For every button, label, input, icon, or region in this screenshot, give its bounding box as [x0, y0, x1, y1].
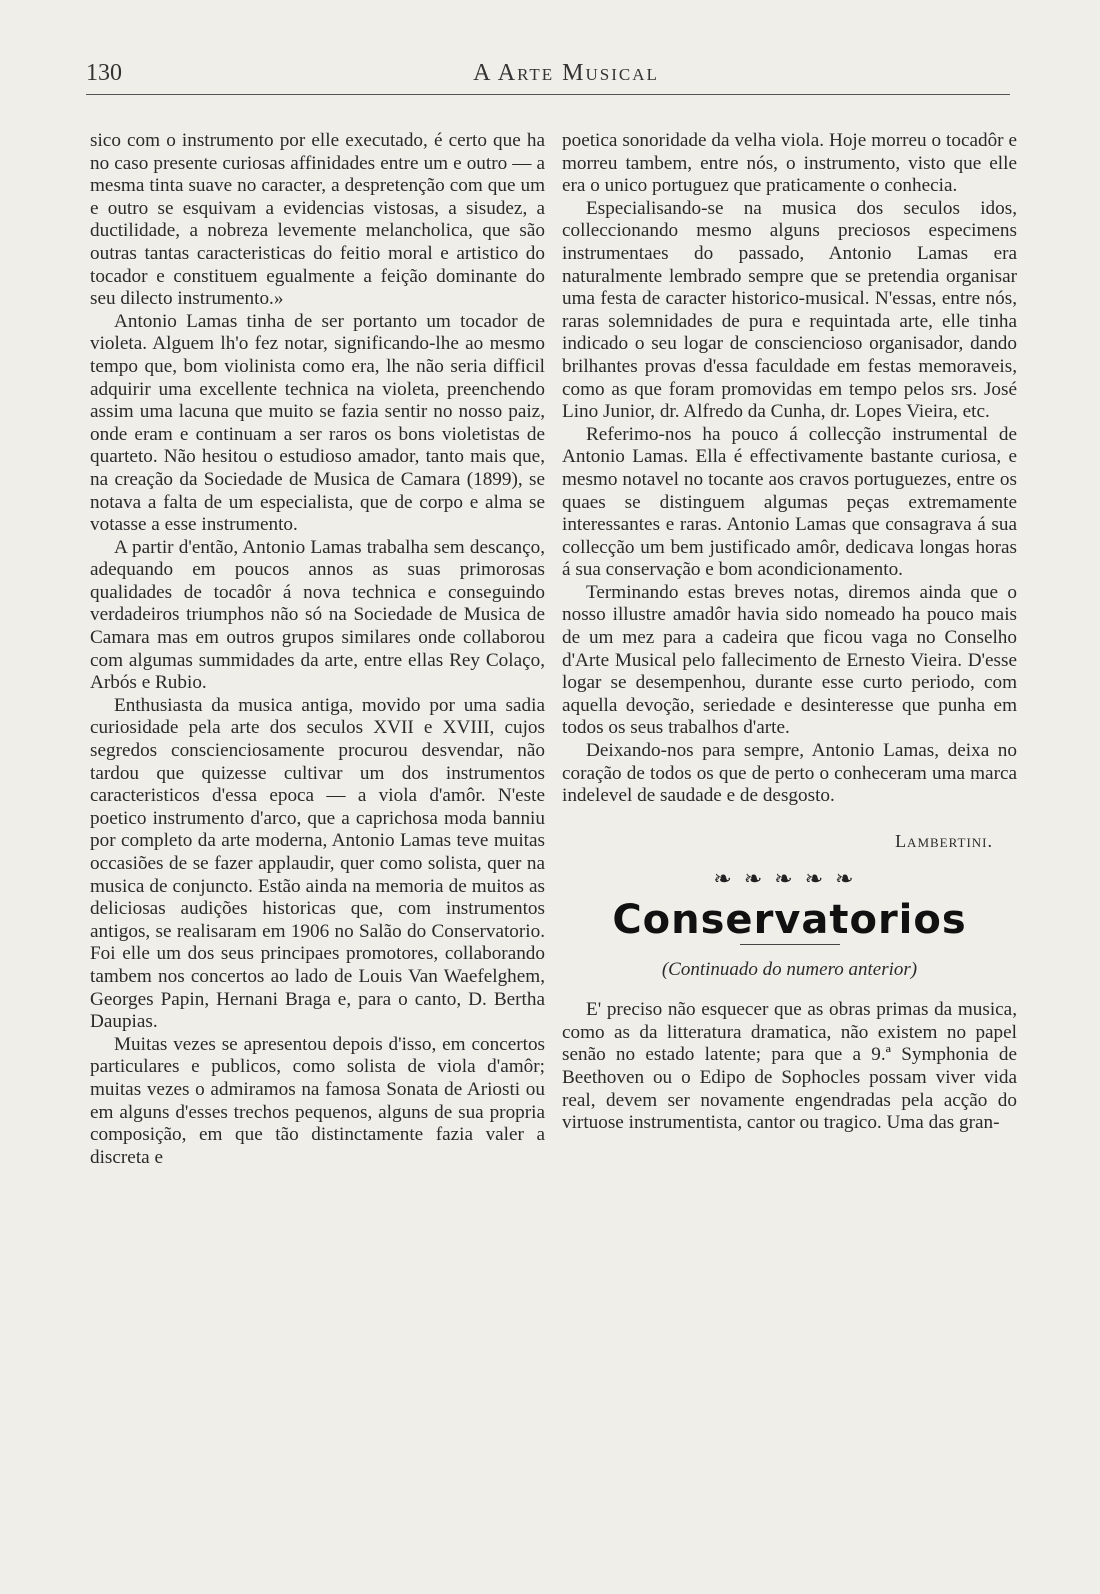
- ornament-divider: ❧❧❧❧❧: [713, 866, 866, 892]
- paragraph: Enthusiasta da musica antiga, movido por uma sadia curiosidade pela arte dos seculos XVII e XVIII, cujos segredos conscienciosamente procurou desvendar, não tardou que quizesse cultivar um dos instrumentos caracteristicos d'essa epoca — a viola d'amôr. N'este poetico instrumento d'arco, que a caprichosa moda banniu por completo da arte moderna, Antonio Lamas teve muitas occasiões de se fazer applaudir, quer como solista, quer na musica de conjuncto. Estão ainda na memoria de muitos as deliciosas audições historicas que, com instrumentos antigos, se realisaram em 1906 no Salão do Conservatorio. Foi elle um dos seus principaes promotores, collaborando tambem nos concertos ao lado de Louis Van Waefelghem, Georges Papin, Hernani Braga e, para o canto, D. Bertha Daupias.: [90, 694, 545, 1033]
- paragraph: Terminando estas breves notas, diremos ainda que o nosso illustre amadôr havia sido nomeado ha pouco mais de um mez para a cadeira que ficou vaga no Conselho d'Arte Musical pelo fallecimento de Ernesto Vieira. D'esse logar se desempenhou, durante esse curto periodo, com aquella devoção, seriedade e desinteresse que punha em todos os seus trabalhos d'arte.: [562, 581, 1017, 739]
- paragraph: Antonio Lamas tinha de ser portanto um tocador de violeta. Alguem lh'o fez notar, significando-lhe ao mesmo tempo que, bom violinista como era, lhe não seria difficil adquirir uma excellente technica na violeta, preenchendo assim uma lacuna que muito se fazia sentir no nosso paiz, onde eram e continuam a ser raros os bons violetistas de quarteto. Não hesitou o estudioso amador, tanto mais que, na creação da Sociedade de Musica de Camara (1899), se notava a falta de um especialista, que de corpo e alma se votasse a esse instrumento.: [90, 310, 545, 536]
- section-rule: [740, 944, 840, 945]
- paragraph: A partir d'então, Antonio Lamas trabalha sem descanço, adequando em poucos annos as suas primorosas qualidades de tocadôr á nova technica e conseguindo verdadeiros triumphos não só na Sociedade de Musica de Camara mas em outros grupos similares onde collaborou com algumas summidades da arte, entre ellas Rey Colaço, Arbós e Rubio.: [90, 536, 545, 694]
- paragraph: Muitas vezes se apresentou depois d'isso, em concertos particulares e publicos, como solista de viola d'amôr; muitas vezes o admiramos na famosa Sonata de Ariosti ou em alguns d'esses trechos pequenos, alguns de sua propria composição, em que tão distinctamente fazia valer a discreta e: [90, 1033, 545, 1168]
- paragraph: Referimo-nos ha pouco á collecção instrumental de Antonio Lamas. Ella é effectivamente bastante curiosa, e mesmo notavel no tocante aos cravos portuguezes, entre os quaes se distinguem algumas peças extremamente interessantes e raras. Antonio Lamas que consagrava á sua collecção um bem justificado amôr, dedicava longas horas á sua conservação e bom acondicionamento.: [562, 423, 1017, 581]
- page-number: 130: [86, 60, 122, 86]
- paragraph: poetica sonoridade da velha viola. Hoje morreu o tocadôr e morreu tambem, entre nós, o instrumento, visto que elle era o unico portuguez que praticamente o conhecia.: [562, 130, 1017, 197]
- paragraph: E' preciso não esquecer que as obras primas da musica, como as da litteratura dramatica, não existem no papel senão no estado latente; para que a 9.ª Symphonia de Beethoven ou o Edipo de Sophocles possam viver vida real, devem ser novamente engendradas pela acção do virtuose instrumentista, cantor ou tragico. Uma das gran-: [562, 999, 1017, 1134]
- paragraph: Especialisando-se na musica dos seculos idos, colleccionando mesmo alguns preciosos especimens instrumentaes do passado, Antonio Lamas era naturalmente lembrado sempre que se pretendia organisar uma festa de caracter historico-musical. N'essas, entre nós, raras solemnidades de pura e requintada arte, elle tinha indicado o seu logar de consciencioso organisador, dando brilhantes provas d'essa faculdade em festas memoraveis, como as que foram promovidas em tempo pelos srs. José Lino Junior, dr. Alfredo da Cunha, dr. Lopes Vieira, etc.: [562, 197, 1017, 423]
- section-title: Conservatorios: [612, 897, 967, 943]
- paragraph: sico com o instrumento por elle executado, é certo que ha no caso presente curiosas affinidades entre um e outro — a mesma tinta suave no caracter, a despretenção com que um e outro se esquivam a evidencias vistosas, a sisudez, a ductilidade, a nobreza levemente melancholica, que são outras tantas caracteristicas do feitio moral e artistico do tocador e constituem egualmente a feição dominante do seu dilecto instrumento.»: [90, 130, 545, 310]
- left-column: [90, 130, 545, 1169]
- right-column: [562, 130, 1017, 1135]
- header-rule: [86, 94, 1010, 95]
- paragraph: Deixando-nos para sempre, Antonio Lamas, deixa no coração de todos os que de perto o conheceram uma marca indelevel de saudade e de desgosto.: [562, 740, 1017, 807]
- running-title: A Arte Musical: [473, 60, 659, 86]
- page-header: [86, 60, 1010, 98]
- author-signature: Lambertini.: [895, 830, 993, 851]
- section-subtitle: (Continuado do numero anterior): [661, 958, 918, 980]
